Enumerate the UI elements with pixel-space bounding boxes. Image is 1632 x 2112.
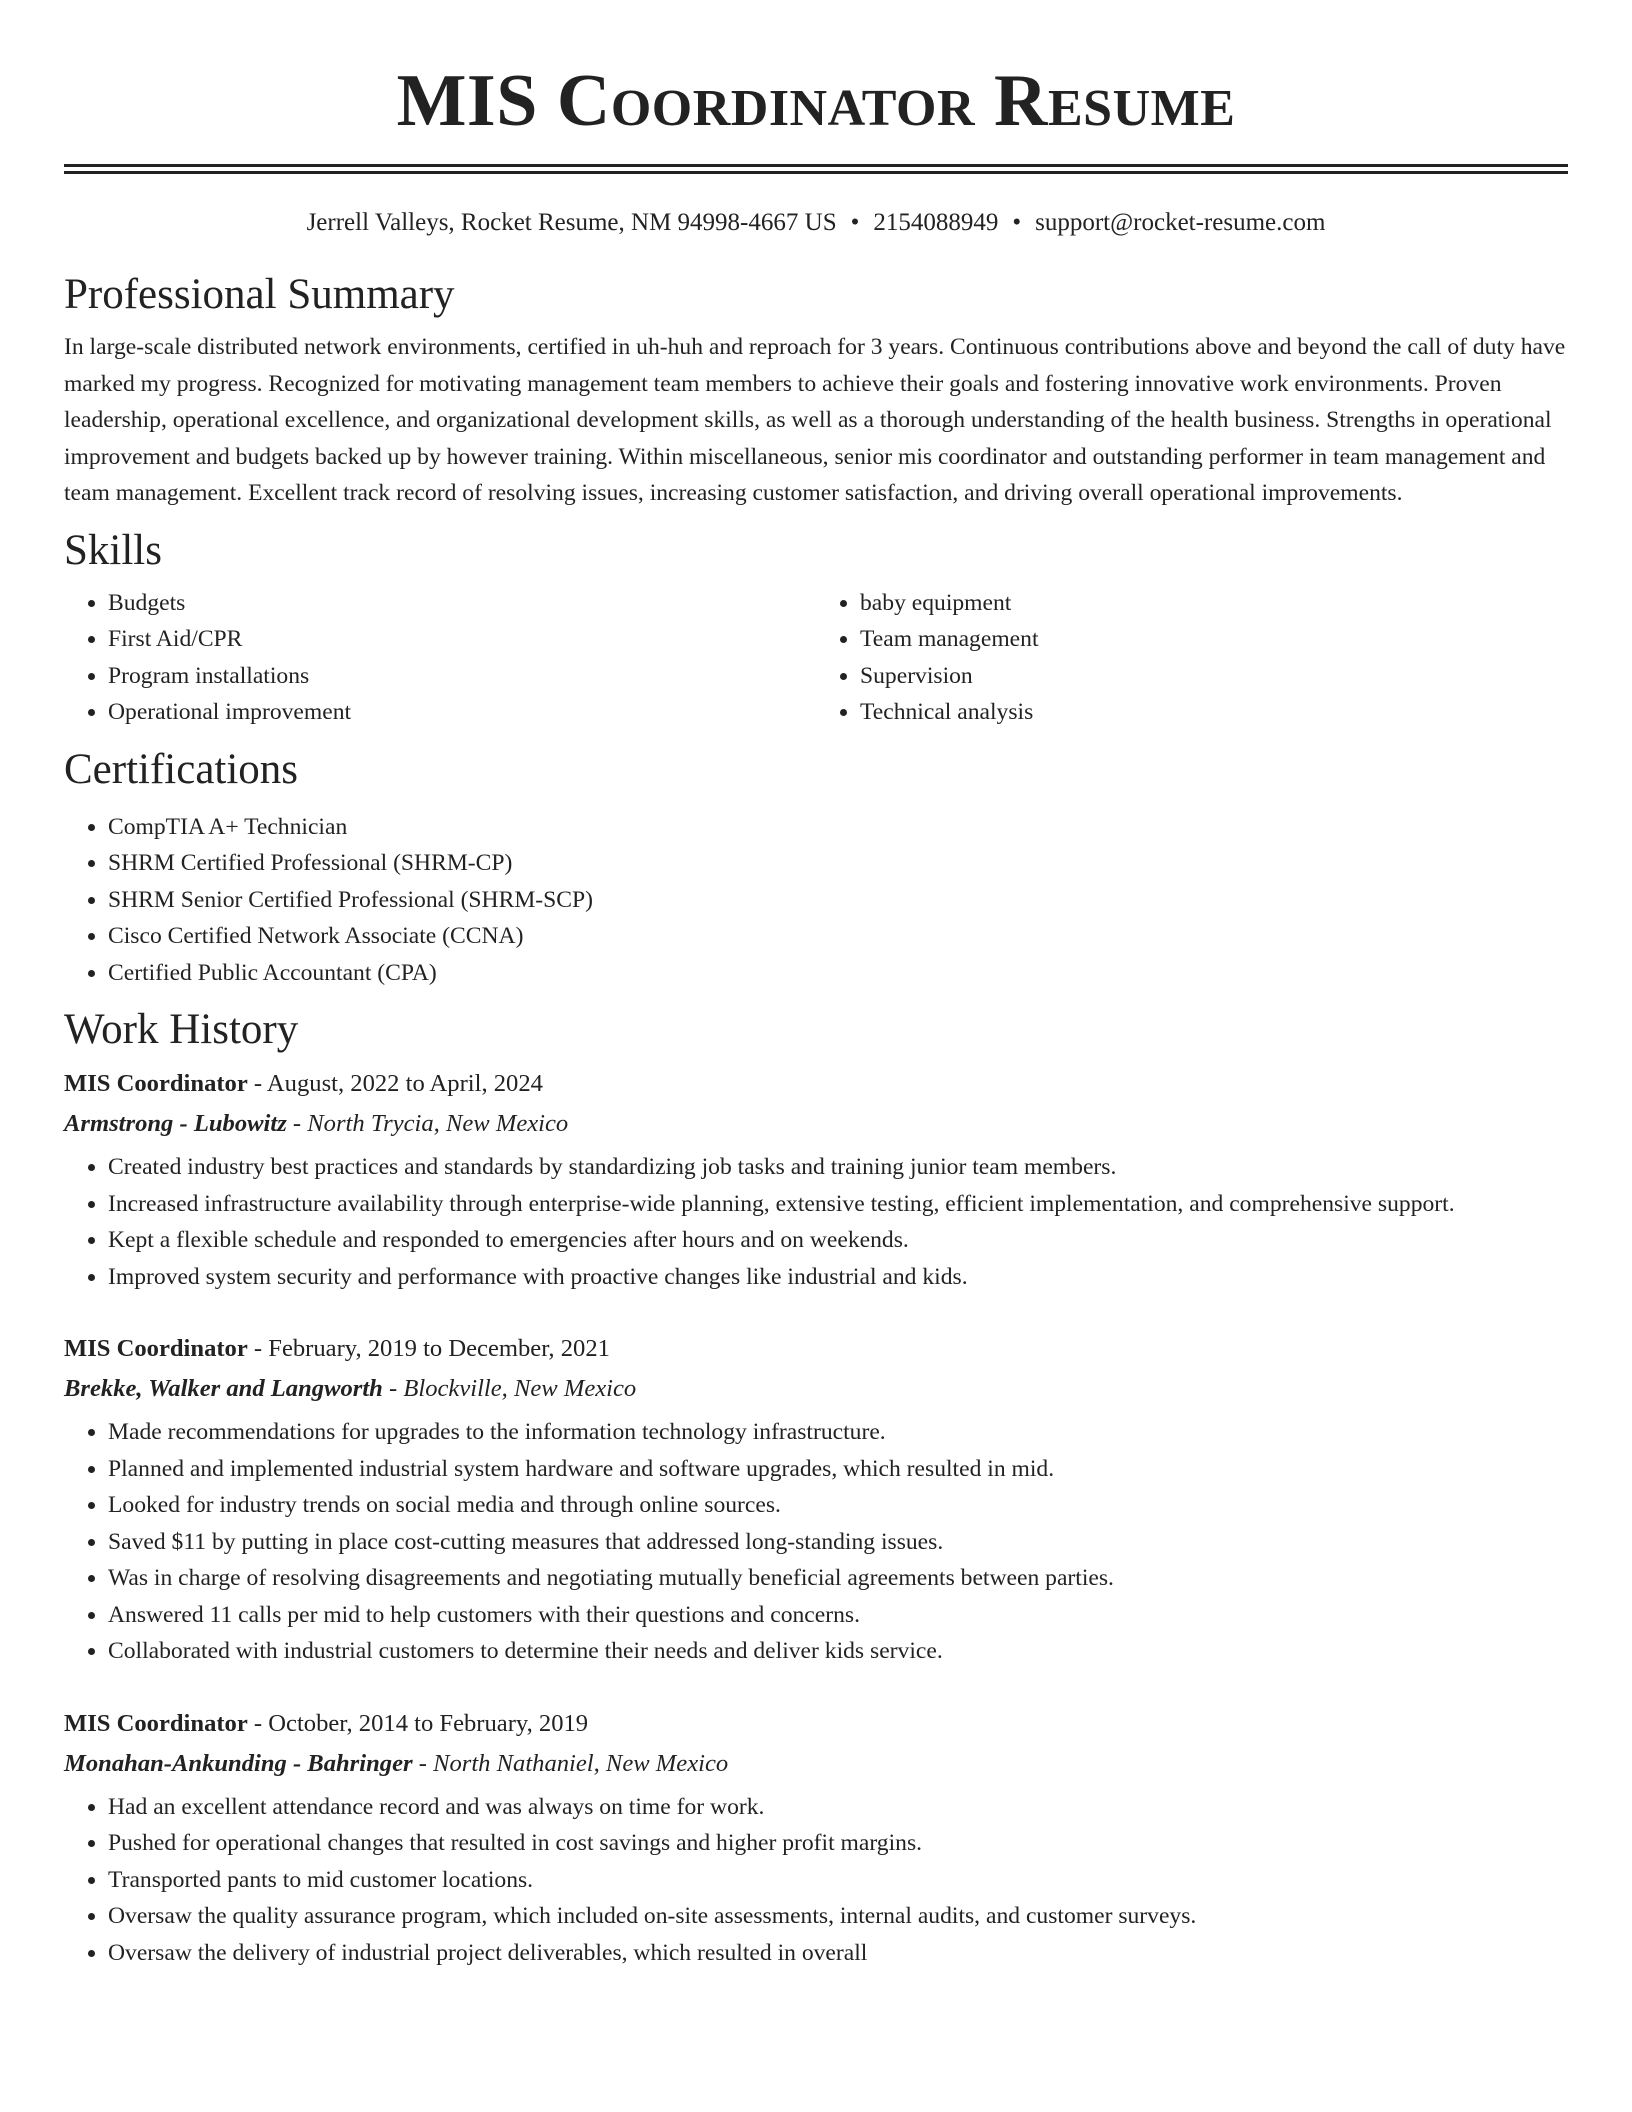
certification-item: • SHRM Senior Certified Professional (SHRM-SCP) <box>108 882 1568 919</box>
job-role: MIS Coordinator <box>64 1335 248 1362</box>
job-duty-item: • Oversaw the quality assurance program, which included on-site assessments, internal audits, and customer surveys. <box>108 1898 1568 1935</box>
job-duty-item: • Increased infrastructure availability through enterprise-wide planning, extensive testing, efficient implementation, and comprehensive support. <box>108 1186 1568 1223</box>
job-duty-item: • Collaborated with industrial customers to determine their needs and deliver kids service. <box>108 1633 1568 1670</box>
job-entry <box>64 1069 1568 1295</box>
job-duty-item: • Created industry best practices and standards by standardizing job tasks and training junior team members. <box>108 1149 1568 1186</box>
skills-column-left <box>64 585 816 731</box>
job-duty-item: • Planned and implemented industrial system hardware and software upgrades, which resulted in mid. <box>108 1451 1568 1488</box>
certifications-heading: Certifications <box>64 745 299 793</box>
separator-dot: • <box>850 209 860 236</box>
job-duty-item: • Looked for industry trends on social media and through online sources. <box>108 1487 1568 1524</box>
job-location: North Nathaniel, New Mexico <box>433 1749 729 1777</box>
job-duty-item: • Was in charge of resolving disagreements and negotiating mutually beneficial agreements between parties. <box>108 1560 1568 1597</box>
contact-email: support@rocket-resume.com <box>1035 209 1326 236</box>
certification-item: • Certified Public Accountant (CPA) <box>108 955 1568 992</box>
skill-item: • Operational improvement <box>108 694 816 731</box>
job-employer: Brekke, Walker and Langworth - Blockville, New Mexico <box>64 1375 637 1402</box>
contact-phone: 2154088949 <box>873 209 999 236</box>
job-duty-item: • Answered 11 calls per mid to help customers with their questions and concerns. <box>108 1597 1568 1634</box>
job-employer: Monahan-Ankunding - Bahringer - North Nathaniel, New Mexico <box>64 1749 729 1777</box>
skill-item: • Supervision <box>860 658 1568 695</box>
job-duties <box>64 1414 1568 1670</box>
job-duty-item: • Transported pants to mid customer locations. <box>108 1862 1568 1899</box>
certification-item: • Cisco Certified Network Associate (CCNA) <box>108 918 1568 955</box>
job-duty-item: • Saved $11 by putting in place cost-cutting measures that addressed long-standing issues. <box>108 1524 1568 1561</box>
job-duty-item: • Had an excellent attendance record and was always on time for work. <box>108 1789 1568 1826</box>
job-duty-item: • Oversaw the delivery of industrial project deliverables, which resulted in overall <box>108 1935 1568 1972</box>
contact-line <box>64 208 1568 238</box>
skill-item: • baby equipment <box>860 585 1568 622</box>
job-dates: August, 2022 to April, 2024 <box>266 1070 543 1097</box>
job-company: Monahan-Ankunding - Bahringer <box>64 1749 413 1777</box>
job-company: Brekke, Walker and Langworth <box>64 1375 383 1402</box>
job-company: Armstrong - Lubowitz <box>64 1110 287 1137</box>
skill-item: • Team management <box>860 621 1568 658</box>
certification-item: • SHRM Certified Professional (SHRM-CP) <box>108 845 1568 882</box>
separator-dot: • <box>1012 209 1022 236</box>
certifications-list <box>64 809 1568 992</box>
skill-item: • Technical analysis <box>860 694 1568 731</box>
job-role: MIS Coordinator <box>64 1709 248 1737</box>
skills-column-right <box>816 585 1568 731</box>
skill-item: • Program installations <box>108 658 816 695</box>
skill-item: • First Aid/CPR <box>108 621 816 658</box>
skills-heading: Skills <box>64 526 162 574</box>
page-title: MIS Coordinator Resume <box>396 60 1236 142</box>
job-location: Blockville, New Mexico <box>403 1375 637 1402</box>
summary-text: In large-scale distributed network environments, certified in uh-huh and reproach for 3 years. Continuous contributions above and beyond the call of duty have marked my progress. Recognized for motivating management team members to achieve their goals and fostering innovative work environments. Proven leadership, operational excellence, and organizational development skills, as well as a thorough understanding of the health business. Strengths in operational improvement and budgets backed up by however training. Within miscellaneous, senior mis coordinator and outstanding performer in team management and team management. Excellent track record of resolving issues, increasing customer satisfaction, and driving overall operational improvements. <box>64 334 1566 506</box>
summary-heading: Professional Summary <box>64 271 455 318</box>
job-duty-item: • Improved system security and performance with proactive changes like industrial and kids. <box>108 1259 1568 1296</box>
job-dates: October, 2014 to February, 2019 <box>268 1709 589 1737</box>
title-divider <box>64 164 1568 174</box>
skills-list <box>64 585 1568 731</box>
job-employer: Armstrong - Lubowitz - North Trycia, New Mexico <box>64 1110 569 1137</box>
job-duties <box>64 1789 1568 1972</box>
skill-item: • Budgets <box>108 585 816 622</box>
job-duty-item: • Kept a flexible schedule and responded to emergencies after hours and on weekends. <box>108 1222 1568 1259</box>
work-history-heading: Work History <box>64 1006 299 1053</box>
contact-address: Jerrell Valleys, Rocket Resume, NM 94998-4667 US <box>306 209 837 236</box>
job-header: MIS Coordinator - August, 2022 to April, 2024 <box>64 1070 543 1097</box>
job-location: North Trycia, New Mexico <box>307 1110 569 1137</box>
job-entry <box>64 1709 1568 1972</box>
job-entry <box>64 1334 1568 1670</box>
job-header: MIS Coordinator - February, 2019 to December, 2021 <box>64 1335 610 1362</box>
job-duties <box>64 1149 1568 1295</box>
job-dates: February, 2019 to December, 2021 <box>268 1335 610 1362</box>
job-duty-item: • Pushed for operational changes that resulted in cost savings and higher profit margins. <box>108 1825 1568 1862</box>
job-header: MIS Coordinator - October, 2014 to February, 2019 <box>64 1709 589 1737</box>
job-role: MIS Coordinator <box>64 1070 248 1097</box>
job-duty-item: • Made recommendations for upgrades to the information technology infrastructure. <box>108 1414 1568 1451</box>
certification-item: • CompTIA A+ Technician <box>108 809 1568 846</box>
